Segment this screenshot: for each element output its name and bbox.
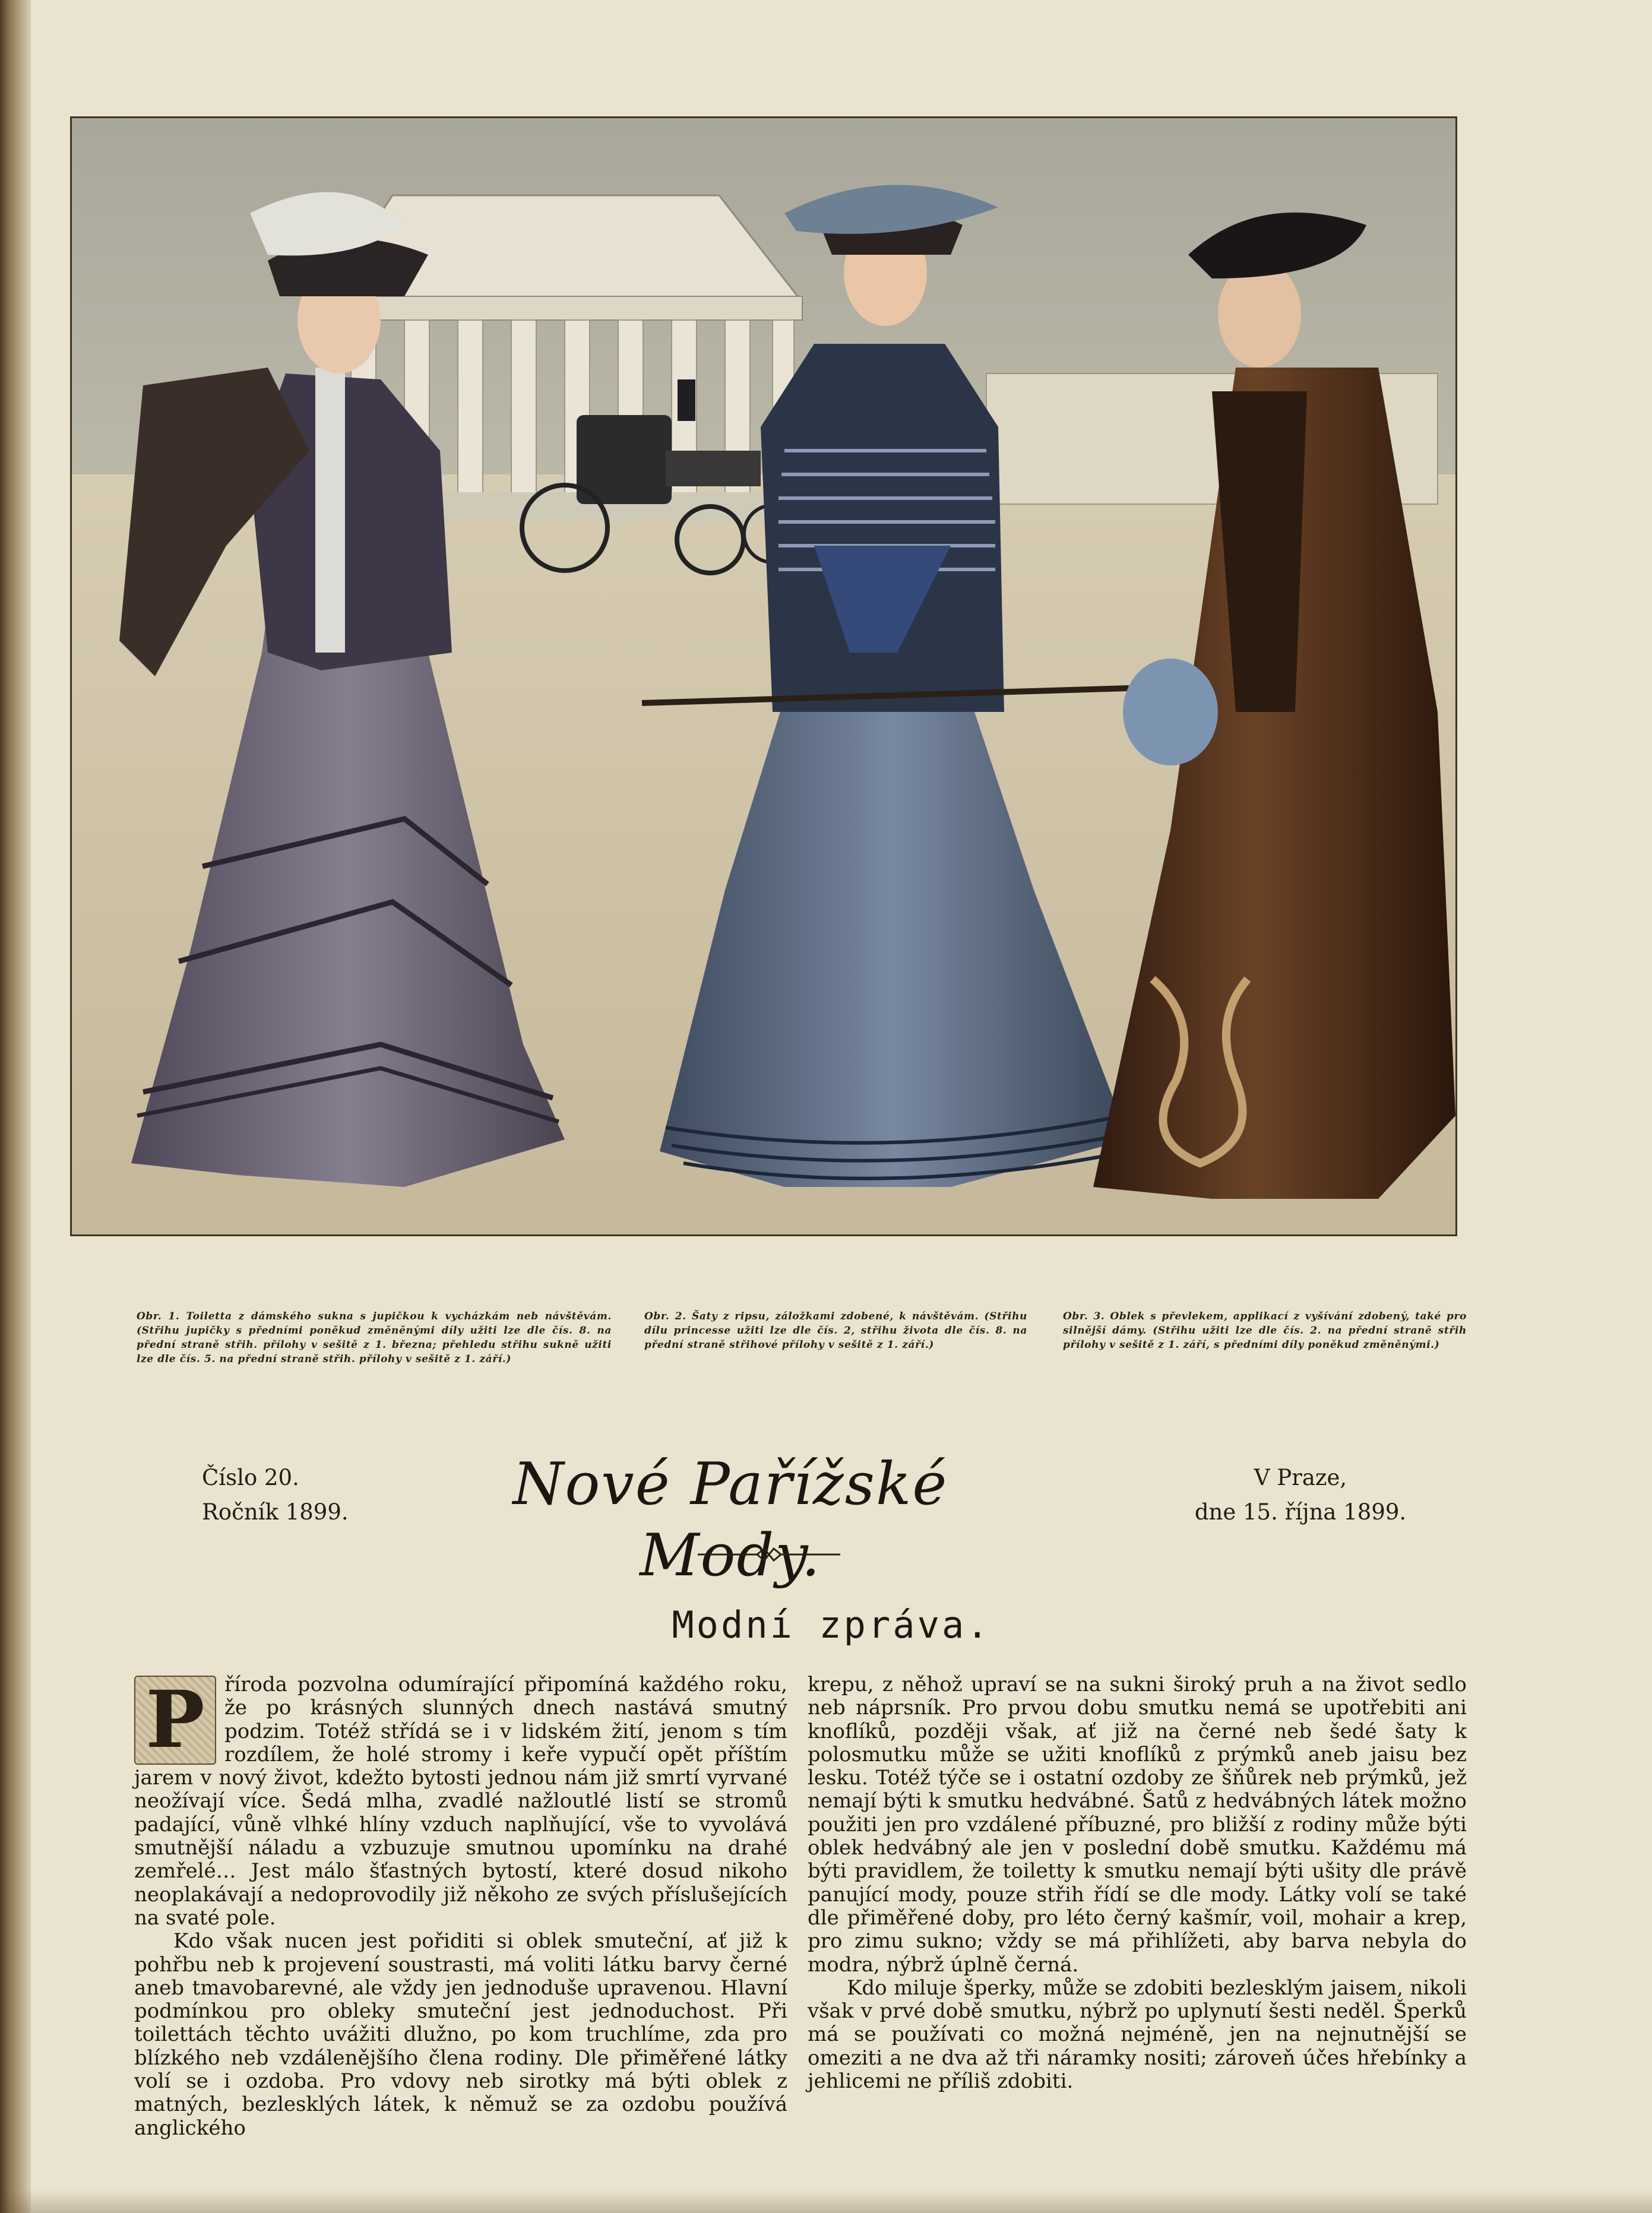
plate-captions [137, 1309, 1467, 1428]
page-binding-edge [0, 0, 31, 2213]
drop-cap-letter: P [145, 1674, 205, 1766]
caption-figure-2: Obr. 2. Šaty z ripsu, záložkami zdobené, k návštěvám. (Střihu dílu princesse užiti lze dle čís. 2, střihu života dle čís. 8. na přední straně střihové přílohy v sešitě z 1. září.) [644, 1310, 1027, 1351]
paragraph: krepu, z něhož upraví se na sukni široký pruh a na život sedlo neb náprsník. Pro prvou dobu smutku nemá se upotřebiti ani knoflíků, později však, ať již na černé neb šedé šaty k polosmutku může se užiti knoflíků z prýmků aneb jaisu bez lesku. Totéž týče se i ostatní ozdoby ze šňůrek neb prýmků, jež nemají býti k smutku hedvábné. Šatů z hedvábných látek možno použiti jen pro vzdálené příbuzné, pro bližší z rodiny může býti oblek hedvábný ale jen v poslední době smutku. Každému má býti pravidlem, že toiletty k smutku nemají býti ušity dle právě panující mody, pouze střih řídí se dle mody. Látky volí se také dle přiměřené doby, pro léto černý kašmír, voil, mohair a krep, pro zimu sukno; vždy se má přihlížeti, aby barva nebyla do modra, nýbrž úplně černá. [808, 1673, 1467, 1977]
publication-date: dne 15. října 1899. [1194, 1499, 1407, 1525]
masthead-right [1188, 1461, 1413, 1530]
issue-number: Číslo 20. [202, 1465, 299, 1490]
fashion-plate-illustration [70, 116, 1457, 1236]
magazine-title: Nové Pařížské Mody. [512, 1451, 948, 1590]
caption-figure-1: Obr. 1. Toiletta z dámského sukna s jupičkou k vycházkám neb návštěvám. (Střihu jupičky s předními poněkud změněnými díly užiti lze dle čís. 8. na přední straně střih. přílohy v sešitě z 1. března; přehledu střihu sukně užiti lze dle čís. 5. na přední straně střih. přílohy v sešitě z 1. září.) [137, 1310, 612, 1365]
muff [1123, 658, 1218, 765]
paragraph [134, 1673, 787, 1930]
paragraph-text: říroda pozvolna odumírající připomíná každého roku, že po krásných slunných dnech nastává smutný podzim. Totéž střídá se i v lidském žití, jenom s tím rozdílem, že holé stromy i keře vypučí opět příštím jarem v nový život, kdežto bytosti jednou nám již smrtí vyrvané neožívají více. Šedá mlha, zvadlé nažloutlé listí se stromů padající, vůně vlhké hlíny vzduch naplňující, vše to vyvolává smutnější náladu a vzbuzuje smutnou upomínku na drahé zemřelé… Jest málo šťastných bytostí, které dosud nikoho neoplakávají a nedoprovodily již někoho ze svých příslušejících na svaté pole. [134, 1673, 787, 1930]
paragraph: Kdo však nucen jest pořiditi si oblek smuteční, ať již k pohřbu neb k projevení soustrasti, má voliti látku barvy černé aneb tmavobarevné, ale vždy jen jednoduše upravenou. Hlavní podmínkou pro obleky smuteční jest jednoduchost. Při toilettách těchto uvážiti dlužno, po kom truchlíme, zda pro blízkého neb vzdálenějšího člena rodiny. Dle přiměřené látky volí se i ozdoba. Pro vdovy neb sirotky má býti oblek z matných, bezlesklých látek, k němuž se za ozdobu používá anglického [134, 1929, 787, 2140]
page-bottom-shadow [0, 2189, 1652, 2213]
ornament-divider-icon [698, 1543, 840, 1566]
volume-year: Ročník 1899. [202, 1499, 349, 1525]
paragraph: Kdo miluje šperky, může se zdobiti bezlesklým jaisem, nikoli však v prvé době smutku, nýbrž po uplynutí šesti neděl. Šperků má se používati co možná nejméně, jen na nejnutnější se omeziti a ne dva až tři náramky nositi; zároveň účes hřebínky a jehlicemi ne příliš zdobiti. [808, 1975, 1467, 2094]
article-heading: Modní zpráva. [672, 1603, 991, 1647]
fashion-plate-drawing [72, 118, 1455, 1234]
article-column-left [134, 1673, 787, 2140]
drop-cap [134, 1676, 216, 1765]
caption-figure-3: Obr. 3. Oblek s převlekem, applikací z vyšívání zdobený, také pro silnější dámy. (Střihu užiti lze dle čís. 2. na přední straně střih přílohy v sešitě z 1. září, s předními díly poněkud změněnými.) [1063, 1310, 1467, 1351]
article-column-right [808, 1673, 1467, 2093]
masthead-left [202, 1461, 349, 1530]
publication-place: V Praze, [1254, 1465, 1347, 1490]
